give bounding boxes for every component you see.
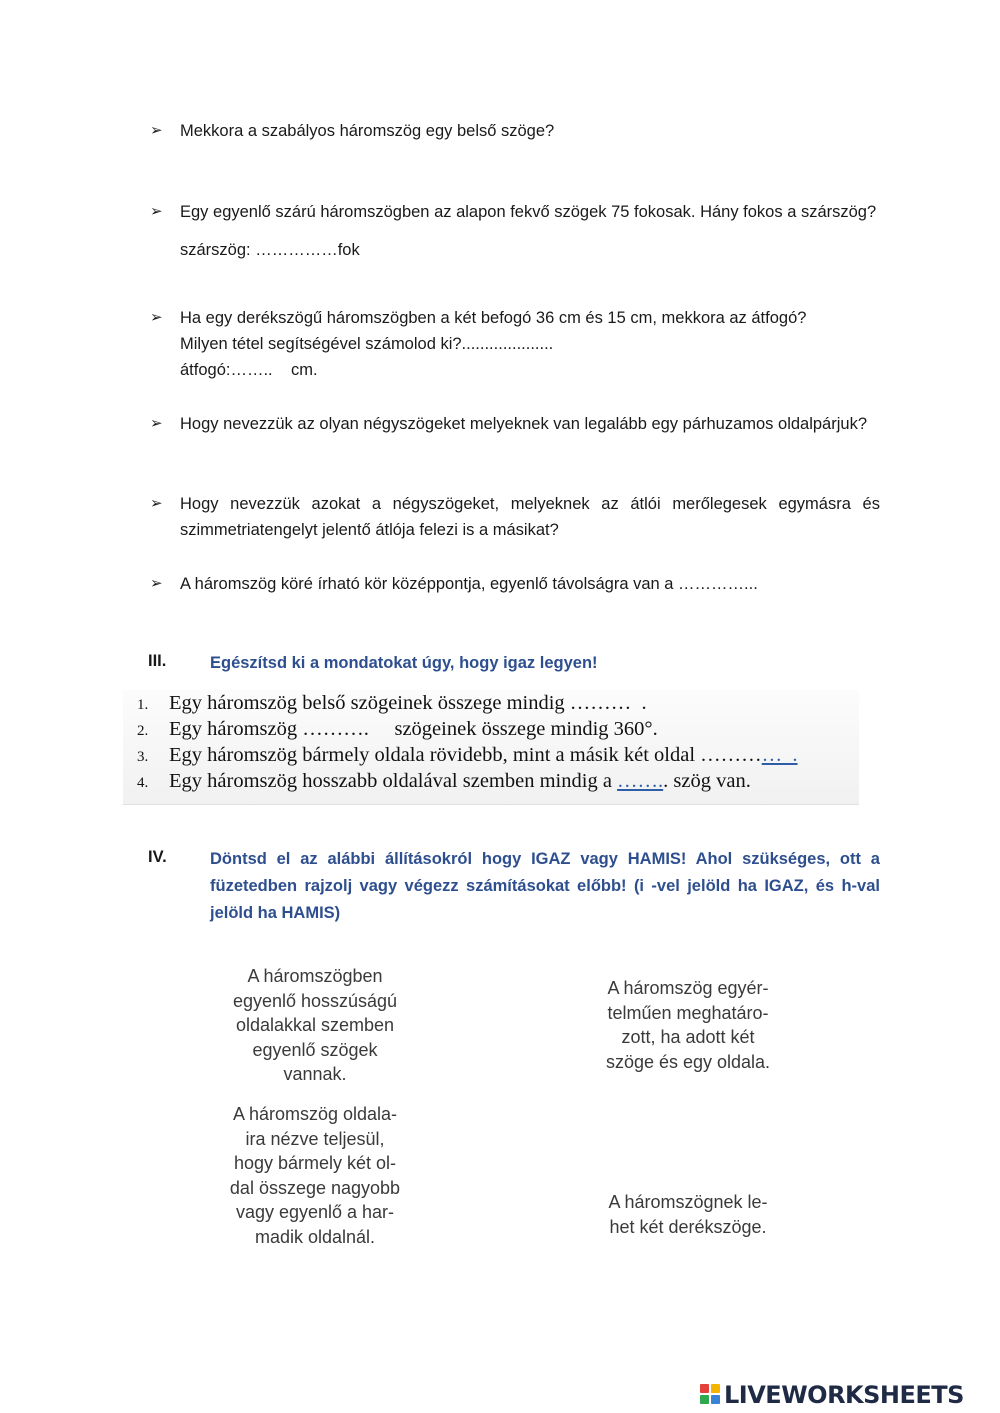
card-line: zott, ha adott két: [621, 1027, 755, 1047]
card-line: A háromszög egyér-: [607, 978, 769, 998]
card-line: vannak.: [283, 1064, 347, 1084]
sentence-number: 1.: [137, 697, 149, 713]
statement-card-1: [210, 964, 420, 1087]
sentence-text: Egy háromszög bármely oldala rövidebb, mint a másik két oldal ………: [169, 744, 762, 766]
statement-card-3: [210, 1102, 420, 1249]
answer-line: szárszög: ……………fok: [180, 241, 360, 259]
question-5: [150, 491, 880, 543]
sentence-text: Egy háromszög hosszabb oldalával szemben mindig a: [169, 770, 618, 792]
sentence-number: 3.: [137, 749, 149, 765]
arrow-bullet-icon: ➢: [150, 415, 163, 432]
section-3-title: Egészítsd ki a mondatokat úgy, hogy igaz legyen!: [210, 654, 598, 672]
section-4-number: IV.: [148, 848, 167, 866]
card-line: egyenlő hosszúságú: [232, 990, 398, 1011]
card-line: ira nézve teljesül,: [245, 1128, 385, 1149]
sentence-4: [137, 770, 751, 793]
question-text: A háromszög köré írható kör középpontja, egyenlő távolságra van a …………...: [180, 575, 758, 593]
question-text: Egy egyenlő szárú háromszögben az alapon fekvő szögek 75 fokosak. Hány fokos a szárszög?: [180, 203, 877, 221]
card-line: het két derékszöge.: [609, 1216, 767, 1237]
question-text: Mekkora a szabályos háromszög egy belső szöge?: [180, 122, 555, 140]
card-line: egyenlő szögek: [252, 1039, 378, 1060]
question-6: [150, 571, 880, 597]
section-3-number: III.: [148, 652, 167, 670]
logo-squares-icon: [700, 1384, 720, 1404]
question-3: [150, 305, 880, 383]
arrow-bullet-icon: ➢: [150, 309, 163, 326]
sentence-number: 4.: [137, 775, 149, 791]
sentence-2: [137, 718, 658, 741]
sentence-completion-box: [123, 690, 859, 805]
question-2: [150, 199, 880, 263]
sentence-1: [137, 692, 647, 715]
sentence-3: [137, 744, 798, 767]
card-line: vagy egyenlő a har-: [235, 1202, 395, 1222]
card-line: A háromszög oldala-: [232, 1104, 398, 1124]
statement-card-4: [583, 1190, 793, 1239]
sentence-text: Egy háromszög belső szögeinek összege mindig ……… .: [169, 692, 647, 714]
question-subline: Milyen tétel segítségével számolod ki?....................: [180, 335, 554, 353]
arrow-bullet-icon: ➢: [150, 495, 163, 512]
card-line: madik oldalnál.: [254, 1226, 376, 1247]
card-line: dal összege nagyobb: [229, 1177, 401, 1198]
arrow-bullet-icon: ➢: [150, 575, 163, 592]
question-4: [150, 411, 880, 437]
answer-line: átfogó:…….. cm.: [180, 361, 318, 379]
question-text: Hogy nevezzük az olyan négyszögeket melyeknek van legalább egy párhuzamos oldalpárjuk?: [180, 415, 867, 433]
arrow-bullet-icon: ➢: [150, 203, 163, 220]
statement-card-2: [583, 976, 793, 1074]
card-line: hogy bármely két ol-: [233, 1153, 397, 1173]
answer-blank[interactable]: … .: [761, 744, 798, 766]
card-line: telműen meghatáro-: [607, 1002, 769, 1023]
logo-text: LIVEWORKSHEETS: [724, 1381, 964, 1409]
card-line: A háromszögnek le-: [608, 1192, 768, 1212]
question-text: Ha egy derékszögű háromszögben a két befogó 36 cm és 15 cm, mekkora az átfogó?: [180, 309, 807, 327]
liveworksheets-logo: [700, 1381, 992, 1407]
sentence-number: 2.: [137, 723, 149, 739]
question-text: Hogy nevezzük azokat a négyszögeket, melyeknek az átlói merőlegesek egymásra és szimmetriatengelyt jelentő átlója felezi is a másikat?: [180, 495, 880, 539]
sentence-tail: . szög van.: [663, 770, 751, 792]
sentence-text: Egy háromszög ………. szögeinek összege mindig 360°.: [169, 718, 658, 740]
card-line: A háromszögben: [247, 966, 383, 986]
card-line: szöge és egy oldala.: [605, 1051, 771, 1072]
arrow-bullet-icon: ➢: [150, 122, 163, 139]
answer-blank[interactable]: …….: [617, 770, 664, 792]
question-1: [150, 118, 880, 144]
section-4-title: Döntsd el az alábbi állításokról hogy IGAZ vagy HAMIS! Ahol szükséges, ott a füzetedben rajzolj vagy végezz számításokat előbb! (i -vel jelöld ha IGAZ, és h-val jelöld ha HAMIS): [210, 850, 880, 922]
card-line: oldalakkal szemben: [235, 1015, 395, 1035]
